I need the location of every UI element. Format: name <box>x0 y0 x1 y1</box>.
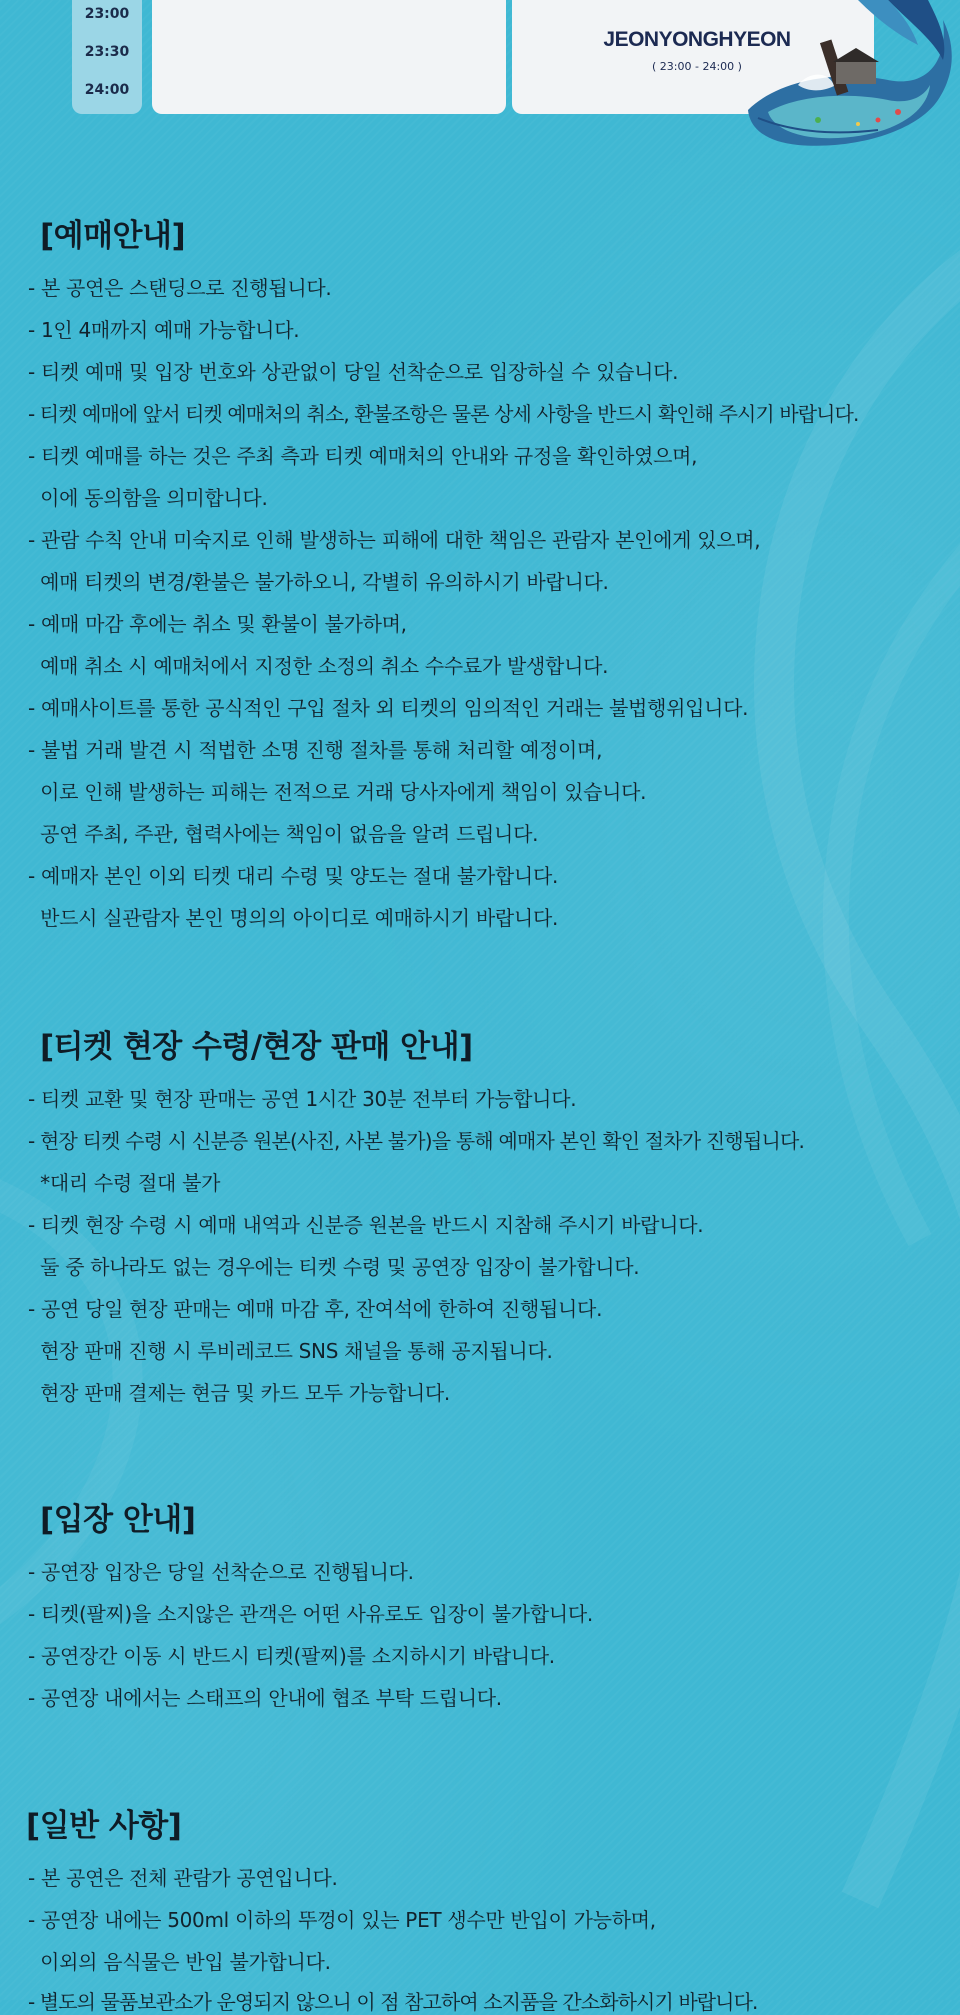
time-label: 23:00 <box>84 6 130 22</box>
notice-line: - 현장 티켓 수령 시 신분증 원본(사진, 사본 불가)을 통해 예매자 본인 확인 절차가 진행됩니다. <box>28 1129 805 1153</box>
notice-line: - 관람 수칙 안내 미숙지로 인해 발생하는 피해에 대한 책임은 관람자 본인에게 있으며, <box>28 528 761 552</box>
stage-slot-empty <box>152 0 506 114</box>
notice-line: - 예매사이트를 통한 공식적인 구입 절차 외 티켓의 임의적인 거래는 불법행위입니다. <box>28 696 749 720</box>
notice-line: - 티켓 현장 수령 시 예매 내역과 신분증 원본을 반드시 지참해 주시기 바랍니다. <box>28 1213 704 1237</box>
notice-line: - 티켓 예매 및 입장 번호와 상관없이 당일 선착순으로 입장하실 수 있습니다. <box>28 360 679 384</box>
notice-line: 반드시 실관람자 본인 명의의 아이디로 예매하시기 바랍니다. <box>28 906 559 930</box>
timetable-time-column <box>72 0 142 114</box>
notice-line: - 공연 당일 현장 판매는 예매 마감 후, 잔여석에 한하여 진행됩니다. <box>28 1297 603 1321</box>
notice-line: - 티켓 예매에 앞서 티켓 예매처의 취소, 환불조항은 물론 상세 사항을 반드시 확인해 주시기 바랍니다. <box>28 402 859 426</box>
notice-line: - 별도의 물품보관소가 운영되지 않으니 이 점 참고하여 소지품을 간소화하시기 바랍니다. <box>28 1990 758 2014</box>
notice-line: 현장 판매 진행 시 루비레코드 SNS 채널을 통해 공지됩니다. <box>28 1339 553 1363</box>
section-title-onsite-ticket: [티켓 현장 수령/현장 판매 안내] <box>40 1029 473 1065</box>
notice-line: - 티켓(팔찌)을 소지않은 관객은 어떤 사유로도 입장이 불가합니다. <box>28 1602 593 1626</box>
section-title-admission: [입장 안내] <box>40 1502 196 1538</box>
notice-line: 이외의 음식물은 반입 불가합니다. <box>28 1950 331 1974</box>
notice-line: 예매 티켓의 변경/환불은 불가하오니, 각별히 유의하시기 바랍니다. <box>28 570 609 594</box>
section-title-booking: [예매안내] <box>40 218 186 254</box>
notice-line: - 공연장간 이동 시 반드시 티켓(팔찌)를 소지하시기 바랍니다. <box>28 1644 555 1668</box>
time-label: 24:00 <box>84 82 130 98</box>
time-label: 23:30 <box>84 44 130 60</box>
notice-line: - 공연장 입장은 당일 선착순으로 진행됩니다. <box>28 1560 414 1584</box>
notice-line: - 티켓 예매를 하는 것은 주최 측과 티켓 예매처의 안내와 규정을 확인하였으며, <box>28 444 698 468</box>
whale-illustration <box>738 0 960 150</box>
notice-line: - 공연장 내에는 500ml 이하의 뚜껑이 있는 PET 생수만 반입이 가능하며, <box>28 1908 656 1932</box>
notice-line: *대리 수령 절대 불가 <box>28 1171 221 1195</box>
notice-line: 이에 동의함을 의미합니다. <box>28 486 268 510</box>
notice-line: - 1인 4매까지 예매 가능합니다. <box>28 318 300 342</box>
notice-line: 현장 판매 결제는 현금 및 카드 모두 가능합니다. <box>28 1381 450 1405</box>
notice-line: 이로 인해 발생하는 피해는 전적으로 거래 당사자에게 책임이 있습니다. <box>28 780 647 804</box>
artist-time: ( 23:00 - 24:00 ) <box>652 60 742 73</box>
section-title-general: [일반 사항] <box>26 1808 182 1844</box>
notice-line: - 공연장 내에서는 스태프의 안내에 협조 부탁 드립니다. <box>28 1686 502 1710</box>
notice-line: - 예매자 본인 이외 티켓 대리 수령 및 양도는 절대 불가합니다. <box>28 864 559 888</box>
notice-line: 예매 취소 시 예매처에서 지정한 소정의 취소 수수료가 발생합니다. <box>28 654 609 678</box>
notice-line: - 불법 거래 발견 시 적법한 소명 진행 절차를 통해 처리할 예정이며, <box>28 738 603 762</box>
notice-line: - 예매 마감 후에는 취소 및 환불이 불가하며, <box>28 612 407 636</box>
artist-name: JEONYONGHYEON <box>603 28 791 51</box>
notice-line: - 티켓 교환 및 현장 판매는 공연 1시간 30분 전부터 가능합니다. <box>28 1087 577 1111</box>
notice-line: - 본 공연은 스탠딩으로 진행됩니다. <box>28 276 332 300</box>
notice-line: - 본 공연은 전체 관람가 공연입니다. <box>28 1866 338 1890</box>
notice-line: 둘 중 하나라도 없는 경우에는 티켓 수령 및 공연장 입장이 불가합니다. <box>28 1255 640 1279</box>
notice-line: 공연 주최, 주관, 협력사에는 책임이 없음을 알려 드립니다. <box>28 822 539 846</box>
